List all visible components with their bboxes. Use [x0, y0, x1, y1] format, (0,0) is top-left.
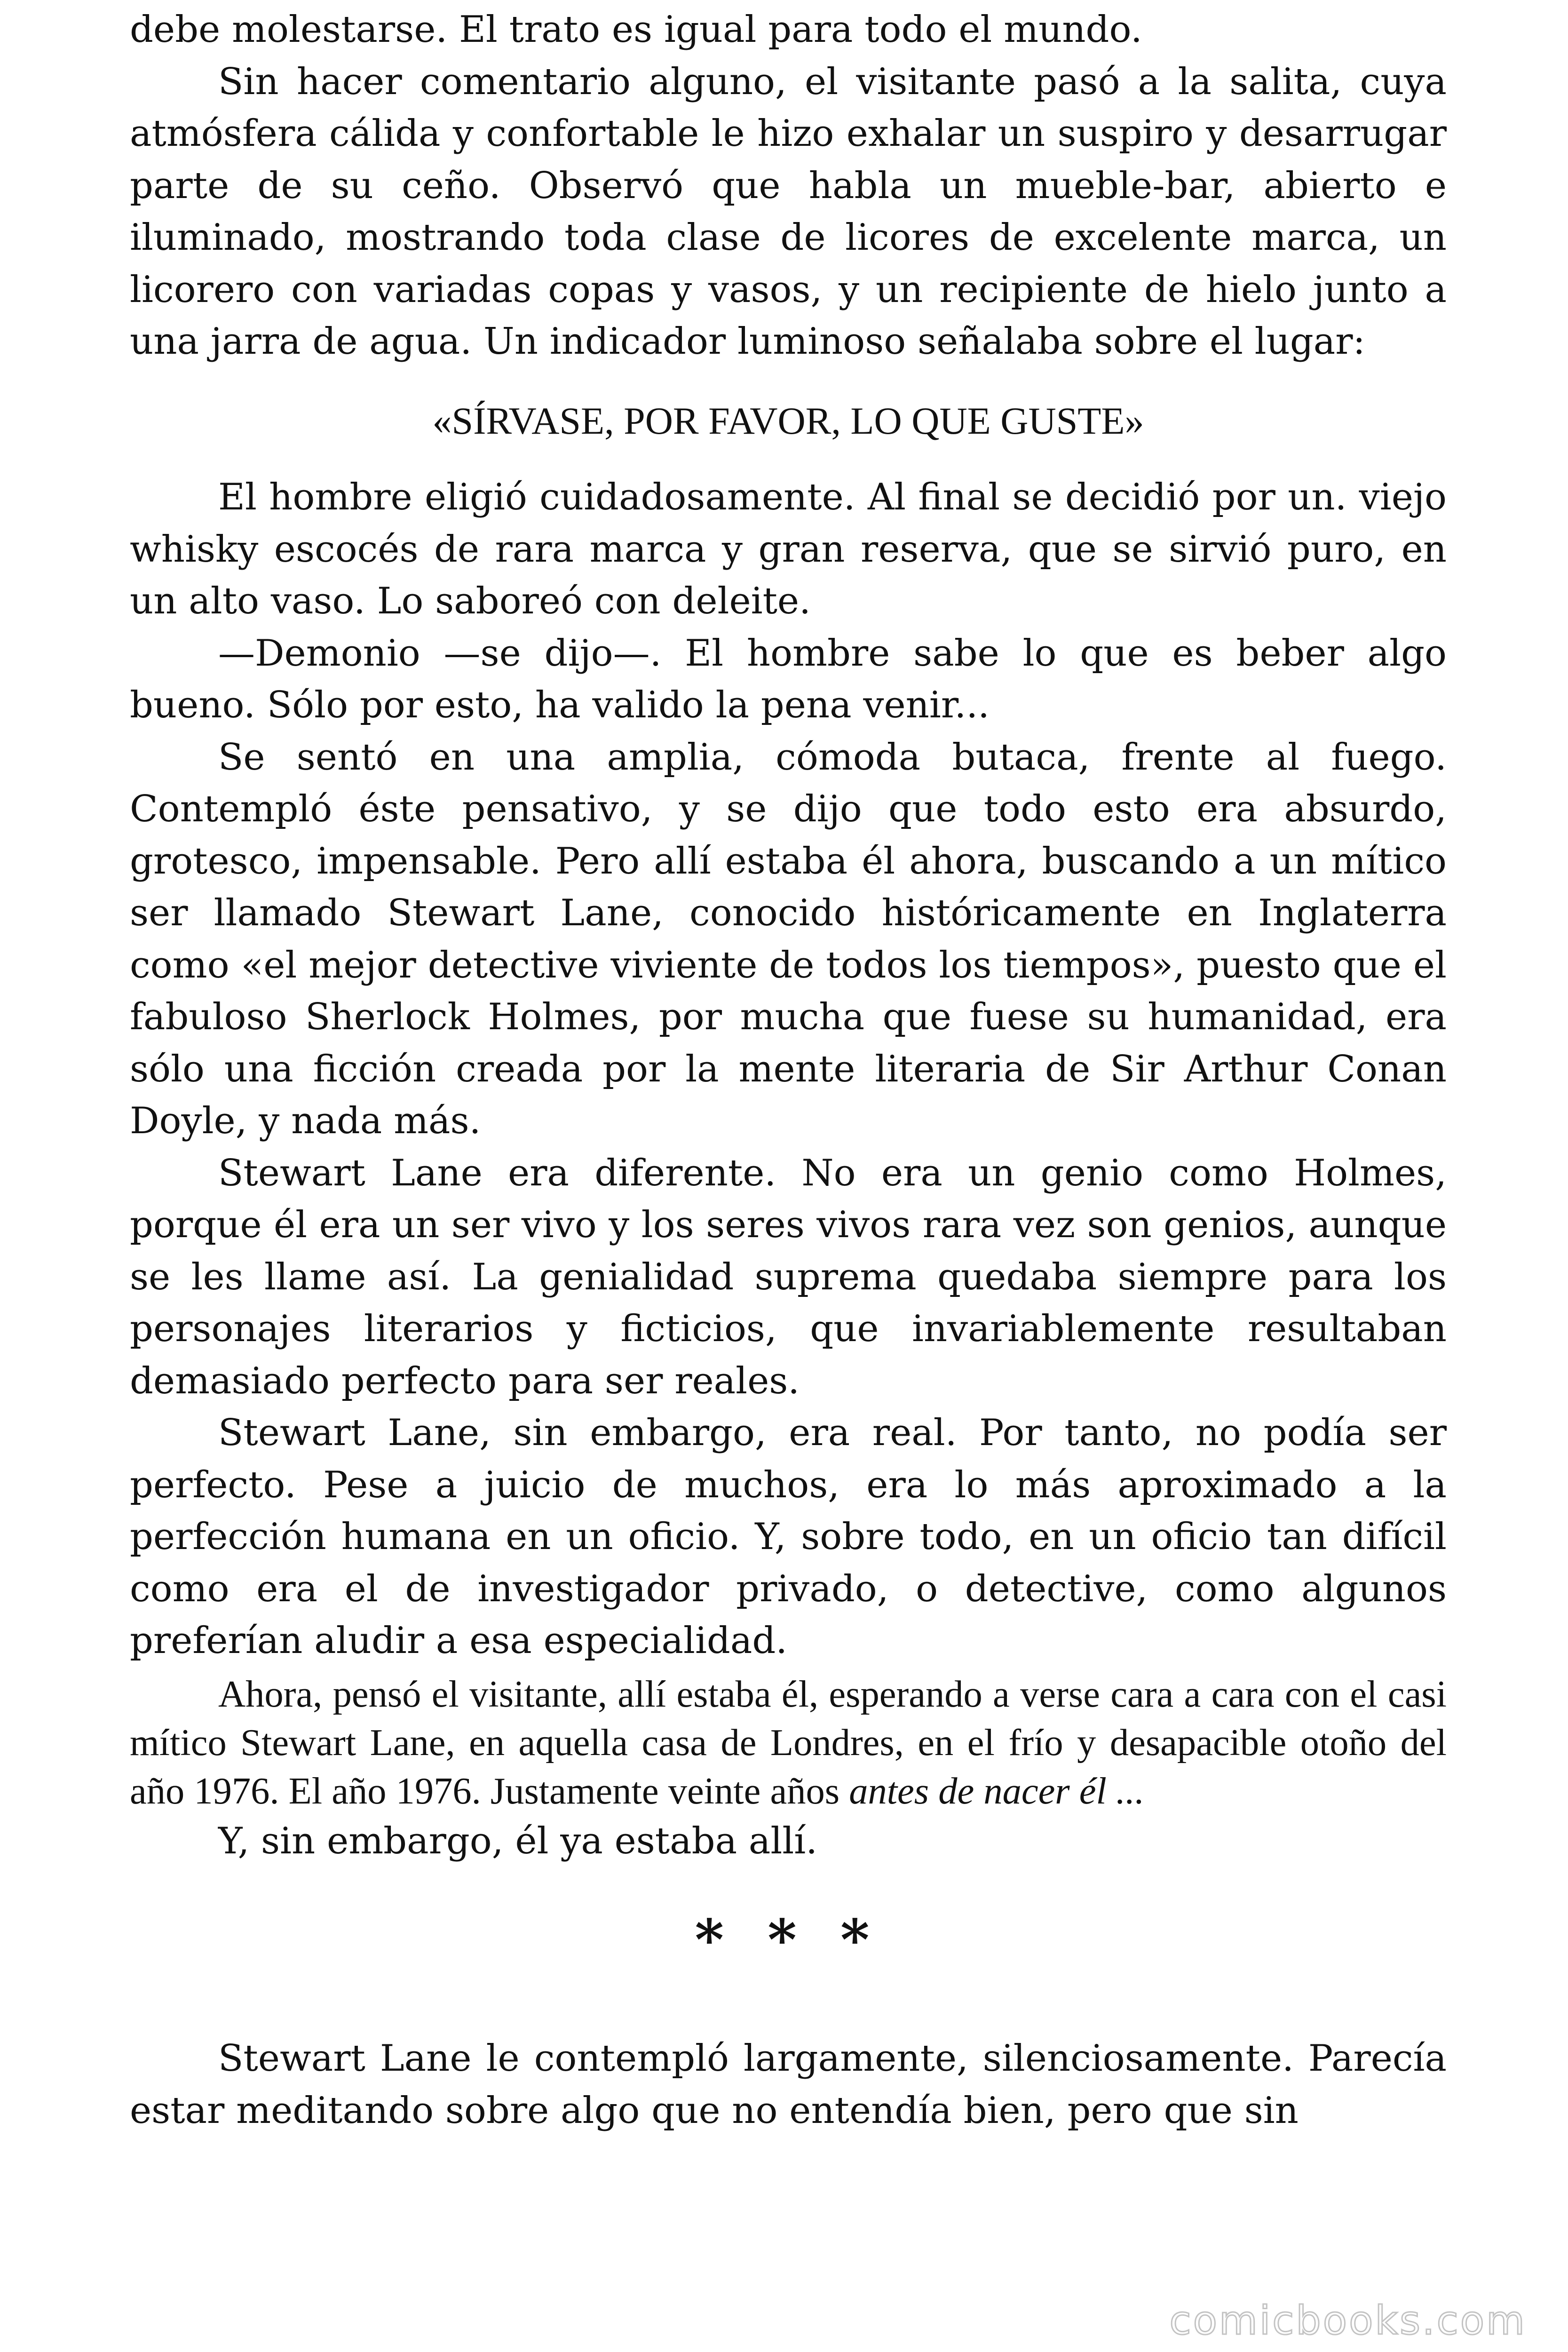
paragraph-alt-typeface — [130, 1670, 1447, 1815]
paragraph: Stewart Lane, sin embargo, era real. Por tanto, no podía ser perfecto. Pese a juicio de muchos, era lo más aproximado a la perfección humana en un oficio. Y, sobre todo, en un oficio tan difícil como era el de investigador privado, o detective, como algunos preferían aludir a esa especialidad. — [130, 1412, 1447, 1662]
paragraph: Stewart Lane le contempló largamente, silenciosamente. Parecía estar meditando sobre algo que no entendía bien, pero que sin — [130, 2037, 1447, 2132]
section-separator: * * * — [695, 1907, 882, 1972]
paragraph: El hombre eligió cuidadosamente. Al final se decidió por un. viejo whisky escocés de rara marca y gran reserva, que se sirvió puro, en un alto vaso. Lo saboreó con deleite. — [130, 476, 1447, 622]
paragraph: Y, sin embargo, él ya estaba allí. — [218, 1820, 818, 1862]
watermark-logo: comicbooks.com — [1169, 2297, 1527, 2344]
italic-text: antes de nacer él ... — [849, 1770, 1145, 1812]
paragraph-text: Ahora, pensó el visitante, allí estaba él, esperando a verse cara a cara con el casi mítico Stewart Lane, en aquella casa de Londres, en el frío y desapacible otoño del año 1976. El año 1976. Justamente veinte años — [130, 1673, 1447, 1812]
paragraph: Sin hacer comentario alguno, el visitante pasó a la salita, cuya atmósfera cálida y confortable le hizo exhalar un suspiro y desarrugar parte de su ceño. Observó que habla un mueble-bar, abierto e iluminado, mostrando toda clase de licores de excelente marca, un licorero con variadas copas y vasos, y un recipiente de hielo junto a una jarra de agua. Un indicador luminoso señalaba sobre el lugar: — [130, 60, 1447, 363]
dialogue-paragraph: —Demonio —se dijo—. El hombre sabe lo que es beber algo bueno. Sólo por esto, ha valido la pena venir... — [130, 632, 1447, 726]
paragraph: debe molestarse. El trato es igual para todo el mundo. — [130, 8, 1142, 51]
paragraph: Se sentó en una amplia, cómoda butaca, frente al fuego. Contempló éste pensativo, y se dijo que todo esto era absurdo, grotesco, impensable. Pero allí estaba él ahora, buscando a un mítico ser llamado Stewart Lane, conocido históricamente en Inglaterra como «el mejor detective viviente de todos los tiempos», puesto que el fabuloso Sherlock Holmes, por mucha que fuese su humanidad, era sólo una ficción creada por la mente literaria de Sir Arthur Conan Doyle, y nada más. — [130, 736, 1447, 1142]
paragraph: Stewart Lane era diferente. No era un genio como Holmes, porque él era un ser vivo y los seres vivos rara vez son genios, aunque se les llame así. La genialidad suprema quedaba siempre para los personajes literarios y ficticios, que invariablemente resultaban demasiado perfecto para ser reales. — [130, 1152, 1447, 1402]
book-page — [130, 0, 1447, 2352]
sign-quote: «SÍRVASE, POR FAVOR, LO QUE GUSTE» — [432, 399, 1144, 442]
